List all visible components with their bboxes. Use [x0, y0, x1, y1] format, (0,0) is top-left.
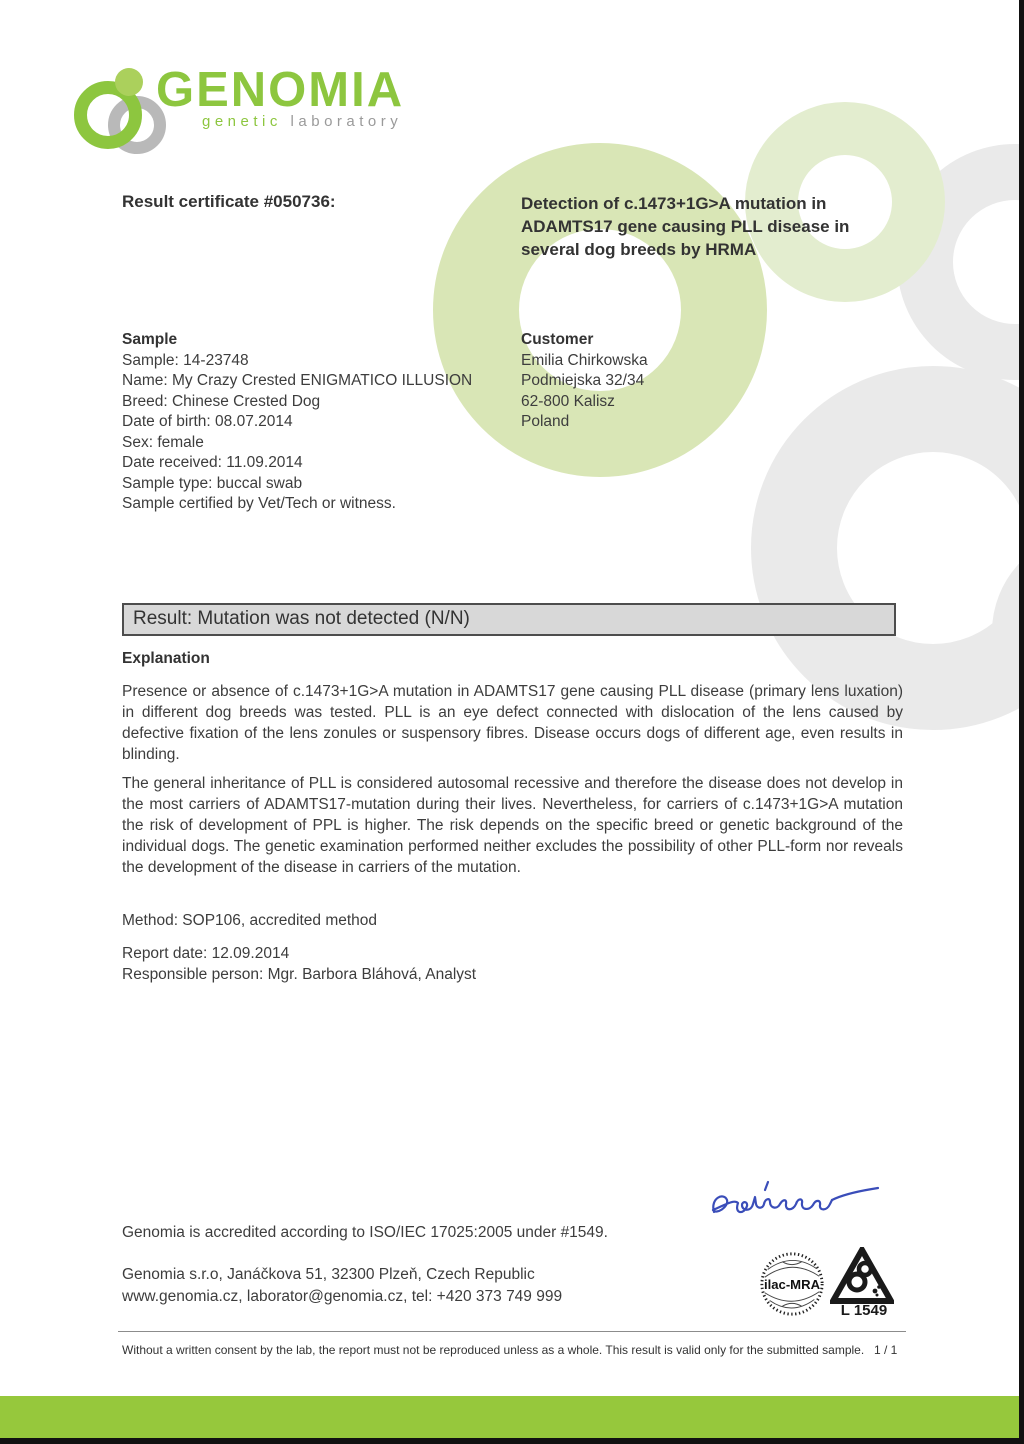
footer-green-band: [0, 1396, 1024, 1438]
footer-divider: [118, 1331, 906, 1332]
logo-tagline: [202, 113, 402, 130]
page-number: 1 / 1: [874, 1343, 898, 1357]
accreditation-statement: Genomia is accredited according to ISO/IEC 17025:2005 under #1549.: [122, 1224, 608, 1241]
customer-section: [521, 330, 821, 433]
logo-tagline-genetic: genetic: [202, 113, 282, 130]
scan-edge-right: [1019, 0, 1024, 1444]
sample-heading: Sample: [122, 331, 178, 348]
ilac-mra-label: ilac-MRA: [763, 1276, 821, 1292]
sample-received-line: Date received: 11.09.2014: [122, 454, 303, 471]
report-date-line: Report date: 12.09.2014: [122, 945, 290, 962]
explanation-paragraph-2: The general inheritance of PLL is considered autosomal recessive and therefore the disease does not develop in the most carriers of ADAMTS17-mutation during their lives. Nevertheless, for carriers of c.1473+1G>A mutation the risk of development of PPL is higher. The risk depends on the specific breed or genetic background of the individual dogs. The genetic examination performed neither excludes the possibility of other PLL-form nor reveals the development of the disease in carriers of the mutation.: [122, 775, 903, 876]
cia-accreditation-number: L 1549: [840, 1302, 888, 1319]
method-line: Method: SOP106, accredited method: [122, 912, 378, 929]
sample-id-line: Sample: 14-23748: [122, 351, 249, 369]
customer-city-line: 62-800 Kalisz: [521, 392, 615, 410]
logo-tagline-laboratory: laboratory: [290, 113, 403, 130]
footer-disclaimer: Without a written consent by the lab, the report must not be reproduced unless as a whole. This result is valid only for the submitted sample.: [122, 1343, 865, 1357]
sample-certified-line: Sample certified by Vet/Tech or witness.: [122, 495, 396, 512]
ilac-mra-stamp-icon: [758, 1250, 826, 1318]
certificate-number-heading: Result certificate #050736:: [122, 192, 336, 211]
sample-section: [122, 330, 517, 515]
logo-wordmark: GENOMIA: [156, 63, 405, 117]
responsible-person-line: Responsible person: Mgr. Barbora Bláhová, Analyst: [122, 966, 477, 983]
sample-birth-line: Date of birth: 08.07.2014: [122, 413, 293, 430]
scan-edge-bottom: [0, 1438, 1024, 1444]
lab-address-line: Genomia s.r.o, Janáčkova 51, 32300 Plzeň, Czech Republic: [122, 1266, 535, 1283]
explanation-paragraph-1: Presence or absence of c.1473+1G>A mutation in ADAMTS17 gene causing PLL disease (primary lens luxation) in different dog breeds was tested. PLL is an eye defect connected with dislocation of the lens caused by defective fixation of the lens zonules or suspensory fibres. Disease occurs dogs of different age, even results in blinding.: [122, 683, 903, 763]
sample-type-line: Sample type: buccal swab: [122, 474, 303, 492]
signature: [702, 1168, 887, 1230]
test-title: Detection of c.1473+1G>A mutation in ADAMTS17 gene causing PLL disease in several dog breeds by HRMA: [521, 194, 850, 259]
logo-green-dot-icon: [115, 68, 143, 96]
customer-name-line: Emilia Chirkowska: [521, 351, 648, 369]
result-banner: Result: Mutation was not detected (N/N): [122, 603, 896, 636]
lab-contact-line: www.genomia.cz, laborator@genomia.cz, tel: +420 373 749 999: [122, 1288, 563, 1305]
customer-country-line: Poland: [521, 413, 570, 430]
sample-name-line: Name: My Crazy Crested ENIGMATICO ILLUSION: [122, 372, 473, 389]
customer-heading: Customer: [521, 331, 594, 348]
sample-breed-line: Breed: Chinese Crested Dog: [122, 392, 321, 410]
customer-street-line: Podmiejska 32/34: [521, 372, 645, 389]
cia-accreditation-mark-icon: [830, 1247, 894, 1305]
explanation-heading: Explanation: [122, 650, 210, 667]
sample-sex-line: Sex: female: [122, 433, 204, 451]
